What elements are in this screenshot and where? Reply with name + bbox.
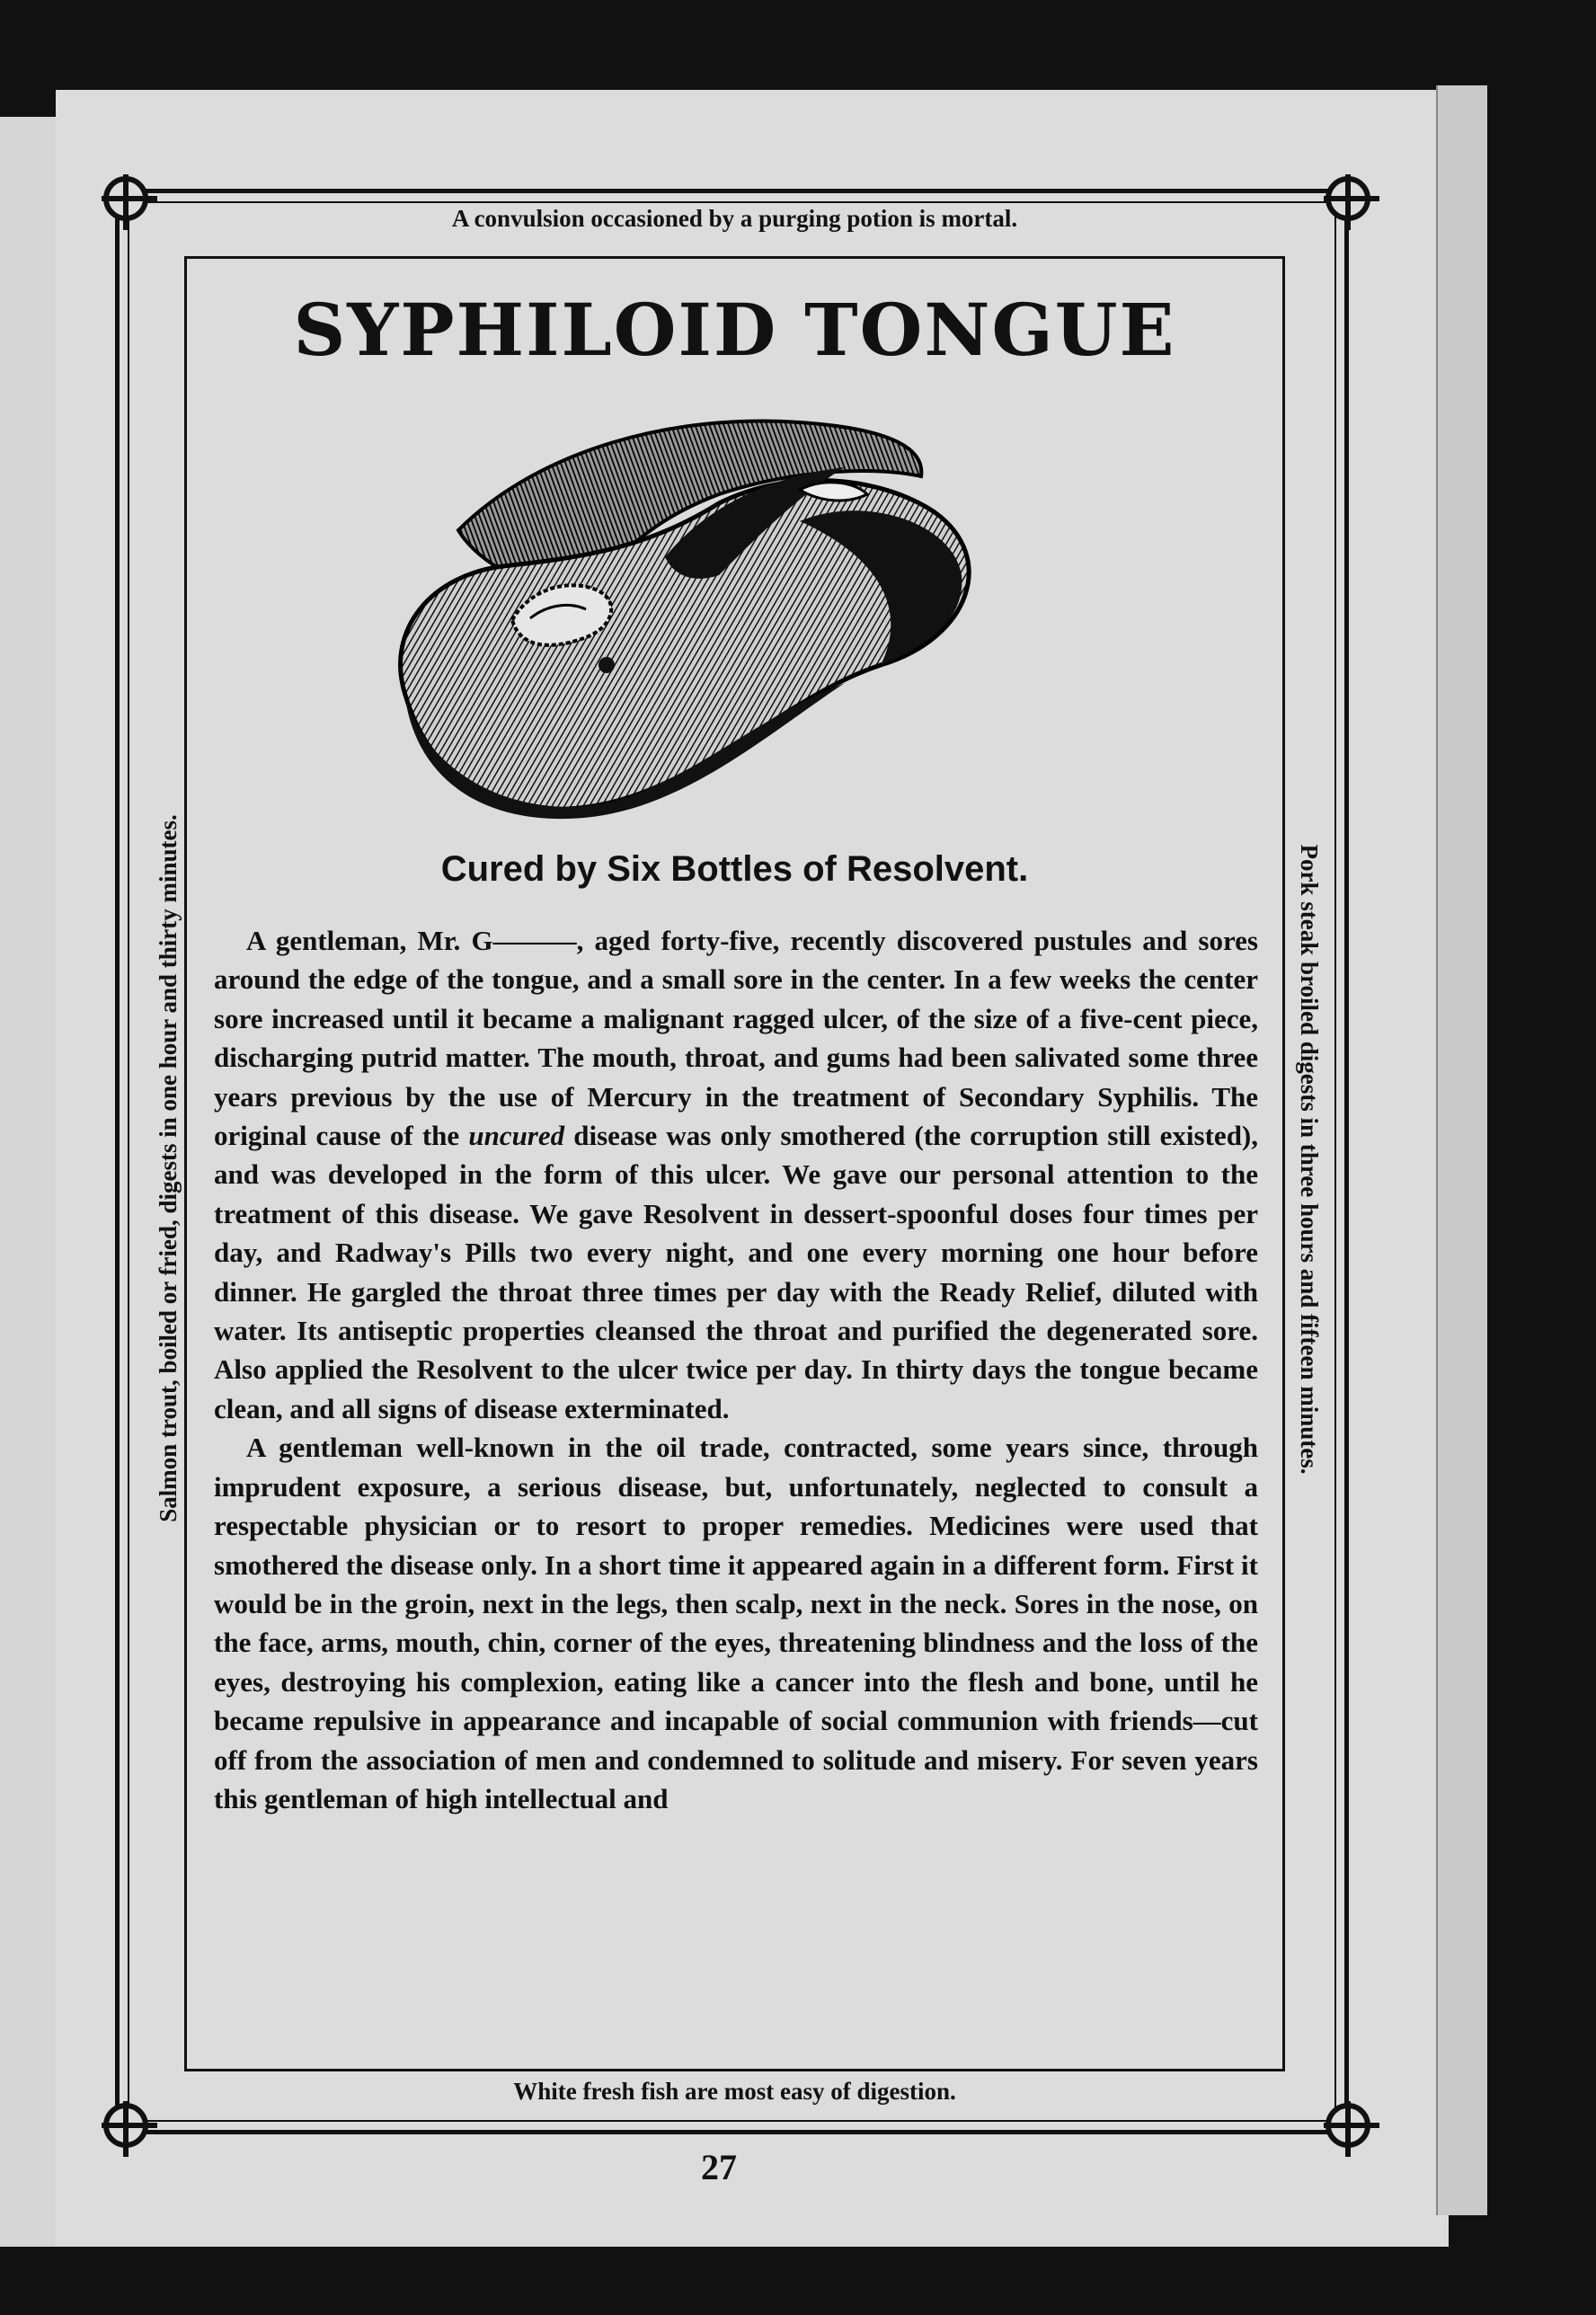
corner-ornament-icon xyxy=(103,176,148,221)
emphasis-text: uncured xyxy=(468,1120,565,1152)
paragraph: A gentleman well-known in the oil trade, contracted, some years since, through imprudent exposure, a serious disease, but, unfortunately, neglected to consult a respectable physician or to resort to proper remedies. Medicines were used that smothered the disease only. In a short time it appeared again in a different form. First it would be in the groin, next in the legs, then scalp, next in the neck. Sores in the nose, on the face, arms, mouth, chin, corner of the eyes, threatening blindness and the loss of the eyes, destroying his complexion, eating like a cancer into the flesh and bone, until he became repulsive in appearance and incapable of social communion with friends—cut off from the association of men and condemned to solitude and misery. For seven years this gentleman of high intellectual and xyxy=(214,1432,1258,1814)
corner-ornament-icon xyxy=(1326,2103,1370,2148)
paragraph-text: disease was only smothered (the corruption still existed), and was developed in the form of this ulcer. We gave our personal attention to the treatment of this disease. We gave Resolvent in dessert-spoonful doses four times per day, and Radway's Pills two every night, and one every morning one hour before dinner. He gargled the throat three times per day with the Ready Relief, diluted with water. Its antiseptic properties cleansed the throat and purified the degenerated sore. Also applied the Resolvent to the ulcer twice per day. In thirty days the tongue became clean, and all signs of disease exterminated. xyxy=(214,1120,1259,1424)
tongue-illustration xyxy=(377,395,998,845)
bottom-motto: White fresh fish are most easy of digestion. xyxy=(513,2078,956,2105)
corner-ornament-icon xyxy=(1326,176,1370,221)
left-motto: Salmon trout, boiled or fried, digests in one hour and thirty minutes. xyxy=(155,814,182,1522)
page-number: 27 xyxy=(701,2147,737,2187)
headline: SYPHILOID TONGUE xyxy=(293,288,1176,372)
paragraph-text: A gentleman, Mr. G———, aged forty-five, recently discovered pustules and sores around the edge of the tongue, and a small sore in the center. In a few weeks the center sore increased until it became a malignant ragged ulcer, of the size of a five-cent piece, discharging putrid matter. The mouth, throat, and gums had been salivated some three years previous by the use of Mercury in the treatment of Secondary Syphilis. The original cause of the xyxy=(214,925,1258,1152)
subhead: Cured by Six Bottles of Resolvent. xyxy=(440,849,1029,889)
paragraph xyxy=(214,921,1258,1428)
page-edge xyxy=(1436,85,1487,2215)
corner-ornament-icon xyxy=(103,2103,148,2148)
article-body xyxy=(214,921,1258,1818)
right-motto: Pork steak broiled digests in three hours and fifteen minutes. xyxy=(1296,844,1323,1475)
top-motto: A convulsion occasioned by a purging potion is mortal. xyxy=(451,205,1018,232)
